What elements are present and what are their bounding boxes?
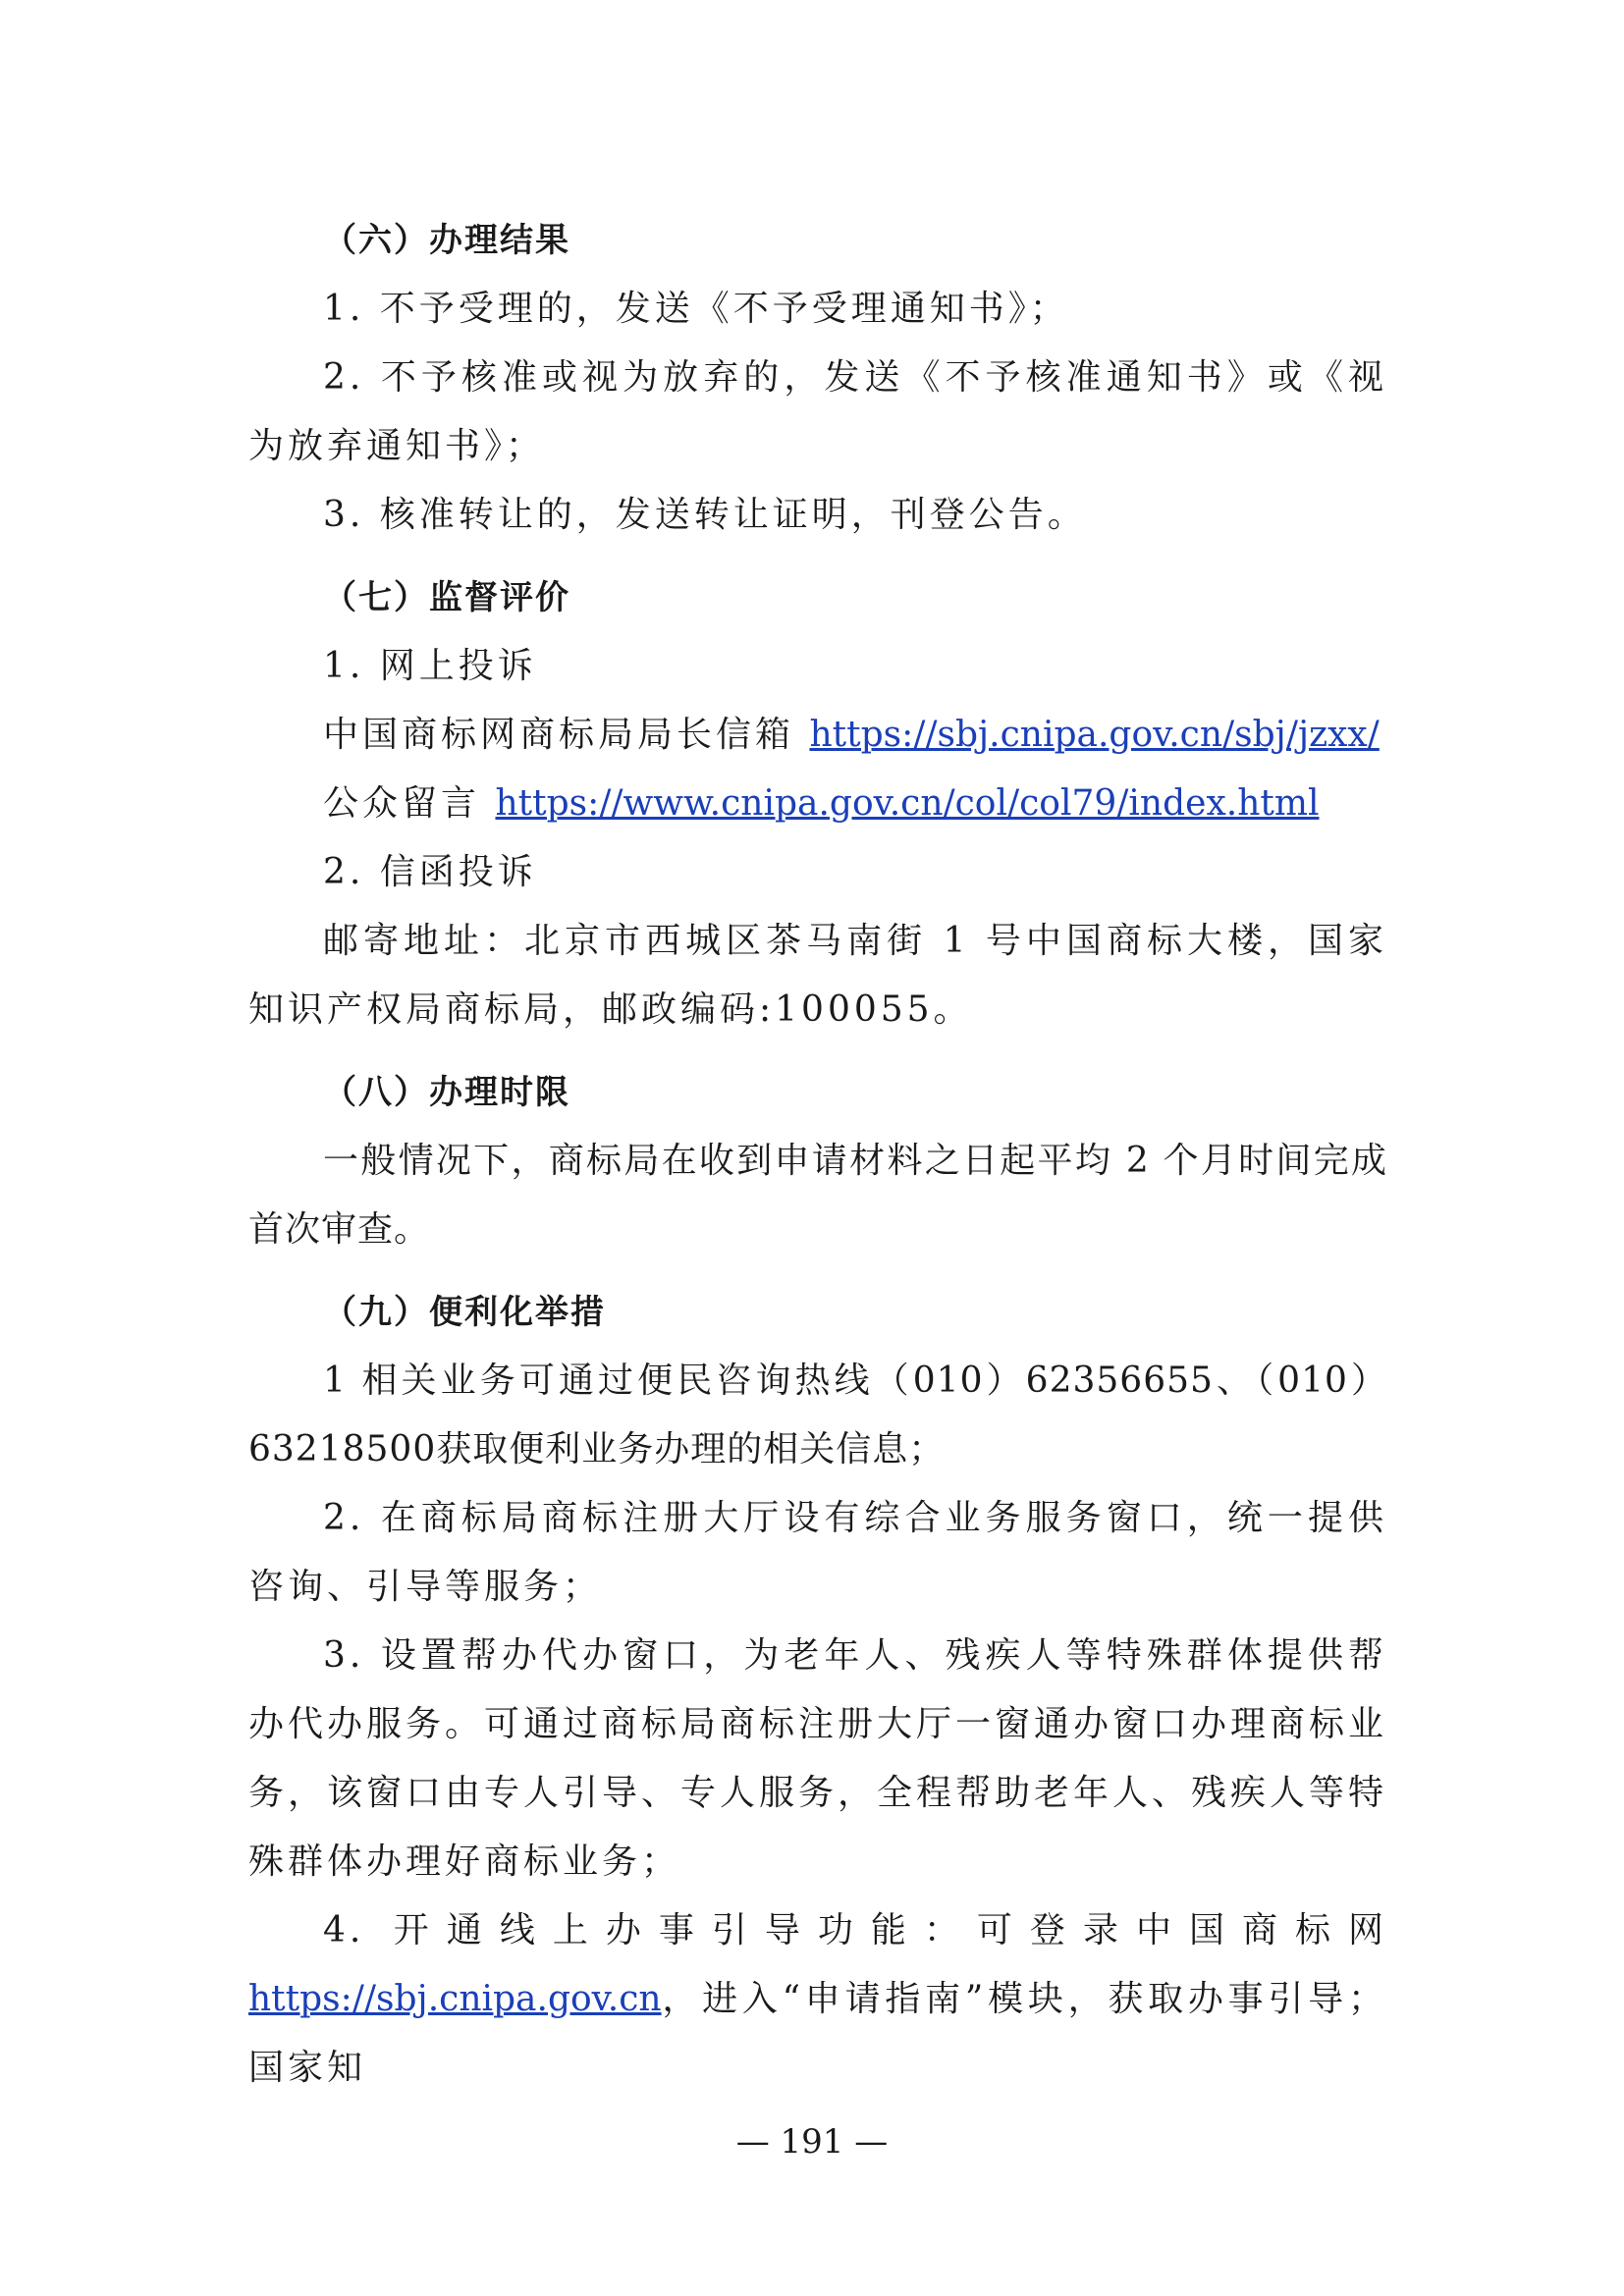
public-message-line [248,770,1387,838]
mailbox-line [248,701,1387,770]
facilitation-item-2: 2. 在商标局商标注册大厅设有综合业务服务窗口，统一提供咨询、引导等服务； [248,1498,1387,1607]
mailbox-link[interactable]: https://sbj.cnipa.gov.cn/sbj/jzxx/ [809,715,1380,755]
facilitation-item-4-prefix: 4. 开通线上办事引导功能：可登录中国商标网 [323,1910,1387,1950]
section-heading-supervision: （七）监督评价 [323,578,570,617]
public-message-link[interactable]: https://www.cnipa.gov.cn/col/col79/index.html [495,783,1320,824]
facilitation-item-4 [248,1896,1387,2103]
public-message-label: 公众留言 [323,783,481,824]
facilitation-item-1: 1 相关业务可通过便民咨询热线（010）62356655、（010）63218500获取便利业务办理的相关信息； [248,1361,1387,1469]
facilitation-item-4-suffix: ，进入“申请指南”模块，获取办事引导；国家知 [248,1979,1387,2088]
online-complaint-title: 1. 网上投诉 [323,646,537,686]
mailing-address: 邮寄地址：北京市西城区茶马南街 1 号中国商标大楼，国家知识产权局商标局，邮政编码:100055。 [248,921,1387,1030]
mailbox-label: 中国商标网商标局局长信箱 [323,715,795,755]
time-limit-text: 一般情况下，商标局在收到申请材料之日起平均 2 个月时间完成首次审查。 [248,1141,1387,1250]
result-item-2: 2. 不予核准或视为放弃的，发送《不予核准通知书》或《视为放弃通知书》； [248,357,1387,466]
result-item-1: 1. 不予受理的，发送《不予受理通知书》； [323,289,1069,329]
section-heading-facilitation: （九）便利化举措 [323,1293,606,1332]
page-content [248,206,1387,2103]
letter-complaint-title: 2. 信函投诉 [323,852,537,892]
trademark-site-link[interactable]: https://sbj.cnipa.gov.cn [248,1979,662,2019]
page-number: — 191 — [735,2122,889,2162]
section-heading-time-limit: （八）办理时限 [323,1073,570,1112]
facilitation-item-3: 3. 设置帮办代办窗口，为老年人、残疾人等特殊群体提供帮办代办服务。可通过商标局商标注册大厅一窗通办窗口办理商标业务，该窗口由专人引导、专人服务，全程帮助老年人、残疾人等特殊群体办理好商标业务； [248,1635,1388,1882]
result-item-3: 3. 核准转让的，发送转让证明，刊登公告。 [323,495,1087,535]
section-heading-result: （六）办理结果 [323,221,570,260]
